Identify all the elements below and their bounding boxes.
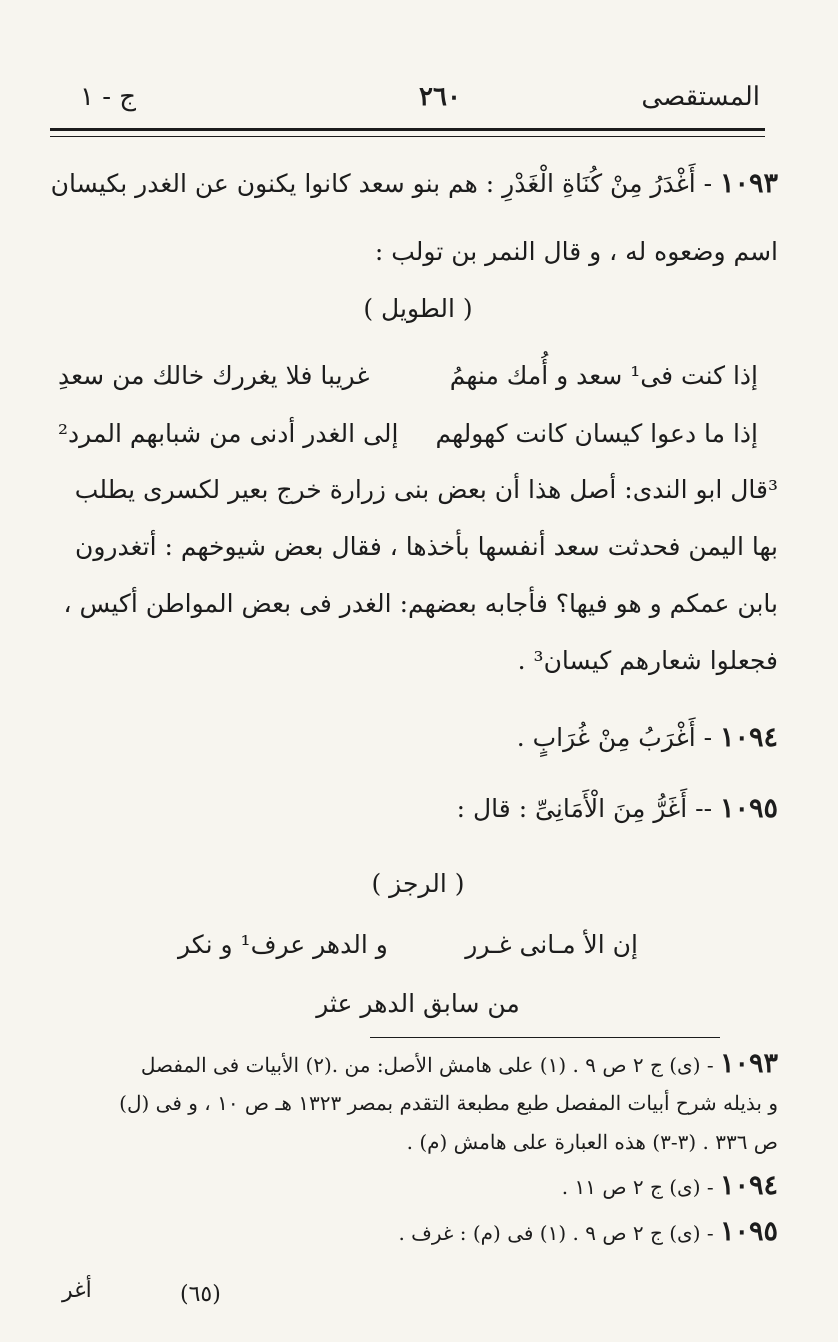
footnote-line: ص ٣٣٦ . (٣-٣) هذه العبارة على هامش (م) . bbox=[406, 1130, 778, 1154]
footnote-line bbox=[58, 1046, 778, 1083]
volume-label: ج - ١ bbox=[80, 82, 137, 112]
meter-label: ( الرجز ) bbox=[371, 869, 465, 898]
footnote-number: ١٠٩٥ bbox=[719, 1216, 778, 1247]
entry-1094-heading bbox=[58, 718, 778, 758]
entry-1093-line2: اسم وضعوه له ، و قال النمر بن تولب : bbox=[374, 237, 778, 266]
verse-hemistich-second: غريبا فلا يغررك خالك من سعدِ bbox=[58, 361, 370, 390]
book-title: المستقصى bbox=[641, 82, 760, 112]
footnote-line bbox=[58, 1168, 778, 1205]
entry-number: ١٠٩٣ bbox=[719, 168, 778, 199]
catchword: أغر bbox=[62, 1278, 92, 1303]
page-number: ٢٦٠ bbox=[419, 82, 461, 112]
entry-1093-heading bbox=[50, 164, 778, 204]
footnote-text: - (ى) ج ٢ ص ٩ . (١) على هامش الأصل: من .(٢) الأبيات فى المفصل bbox=[140, 1053, 720, 1077]
verse-hemistich-second: و الدهر عرف¹ و نكر bbox=[178, 930, 388, 959]
commentary-line: بها اليمن فحدثت سعد أنفسها بأخذها ، فقال بعض شيوخهم : أتغدرون bbox=[74, 532, 778, 561]
commentary-line: بابن عمكم و هو فيها؟ فأجابه بعضهم: الغدر فى بعض المواطن أكيس ، bbox=[63, 589, 778, 618]
entry-text: - أَغْدَرُ مِنْ كُنَاةِ الْغَدْرِ : هم بنو سعد كانوا يكنون عن الغدر بكيسان bbox=[50, 169, 720, 198]
entry-text: -- أَغَرُّ مِنَ الْأَمَانِىِّ : قال : bbox=[456, 794, 720, 823]
footnote-rule bbox=[370, 1037, 720, 1038]
footnote-text: - (ى) ج ٢ ص ١١ . bbox=[561, 1175, 720, 1199]
commentary-line: ³قال ابو الندى: أصل هذا أن بعض بنى زرارة خرج بعير لكسرى يطلب bbox=[74, 475, 778, 504]
meter-label: ( الطويل ) bbox=[363, 294, 473, 323]
signature-mark: (٦٥) bbox=[180, 1282, 221, 1307]
entry-1095-heading bbox=[58, 789, 778, 829]
entry-number: ١٠٩٤ bbox=[719, 722, 778, 753]
entry-text: - أَغْرَبُ مِنْ غُرَابٍ . bbox=[516, 723, 720, 752]
footnote-line bbox=[58, 1214, 778, 1251]
footnote-line: و بذيله شرح أبيات المفصل طبع مطبعة التقدم بمصر ١٣٢٣ هـ ص ١٠ ، و فى (ل) bbox=[119, 1091, 778, 1115]
verse-hemistich-first: إذا ما دعوا كيسان كانت كهولهم bbox=[435, 419, 758, 448]
running-head bbox=[60, 82, 760, 122]
verse-hemistich-second: إلى الغدر أدنى من شبابهم المرد² bbox=[58, 419, 399, 448]
header-rule-thick bbox=[50, 128, 765, 131]
footnote-number: ١٠٩٣ bbox=[719, 1048, 778, 1079]
header-rule-thin bbox=[50, 136, 765, 137]
verse-hemistich-first: إن الأ مـانى غـرر bbox=[465, 930, 638, 959]
footnote-number: ١٠٩٤ bbox=[719, 1170, 778, 1201]
verse-line: من سابق الدهر عثر bbox=[316, 989, 520, 1018]
footnote-text: - (ى) ج ٢ ص ٩ . (١) فى (م) : غرف . bbox=[398, 1221, 720, 1245]
entry-number: ١٠٩٥ bbox=[719, 793, 778, 824]
commentary-line: فجعلوا شعارهم كيسان³ . bbox=[517, 646, 778, 675]
verse-hemistich-first: إذا كنت فى¹ سعد و أُمك منهمُ bbox=[449, 361, 758, 390]
